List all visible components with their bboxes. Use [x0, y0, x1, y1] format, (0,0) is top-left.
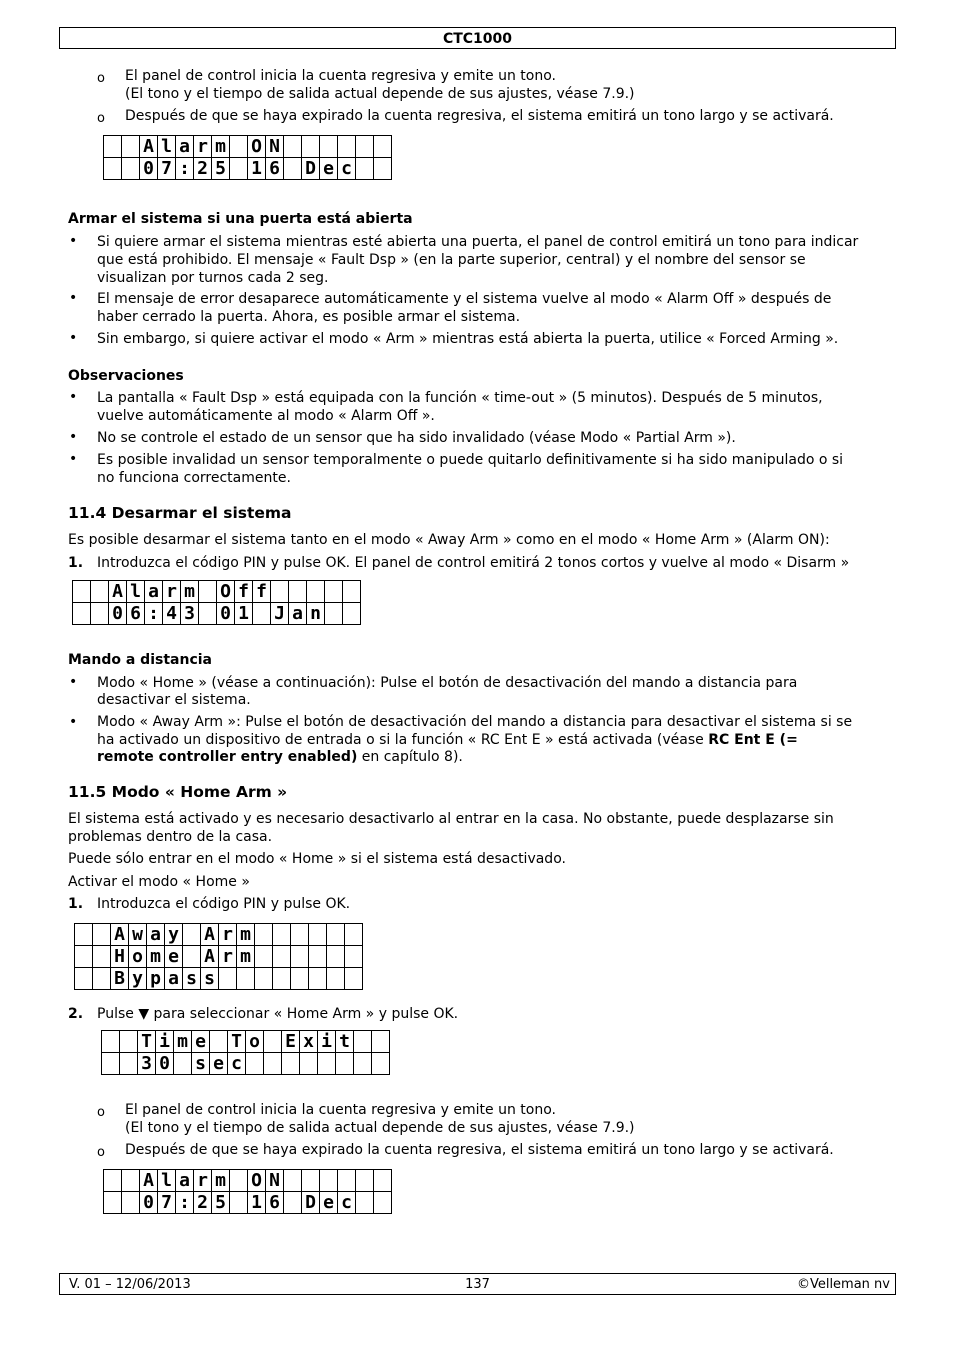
- home-para-2: Puede sólo entrar en el modo « Home » si el sistema está desactivado.: [68, 851, 566, 867]
- lcd-cell: [343, 603, 361, 625]
- lcd-cell: r: [194, 1170, 212, 1192]
- lcd-cell: m: [174, 1031, 192, 1053]
- lcd-cell: D: [302, 158, 320, 180]
- lcd-display-alarm-on: [103, 135, 392, 180]
- lcd-display-alarm-on-2: [103, 1169, 392, 1214]
- obs-bullet-2: No se controle el estado de un sensor que ha sido invalidado (véase Modo « Partial Arm »).: [97, 430, 736, 446]
- lcd-cell: e: [165, 946, 183, 968]
- lcd-cell: 3: [138, 1053, 156, 1075]
- lcd-cell: [102, 1053, 120, 1075]
- lcd-row: [75, 968, 363, 990]
- lcd-cell: [374, 136, 392, 158]
- obs-bullet-3a: Es posible invalidad un sensor temporalmente o puede quitarlo definitivamente si ha sido manipulado o si: [97, 452, 844, 468]
- lcd-cell: [210, 1031, 228, 1053]
- lcd-cell: a: [176, 136, 194, 158]
- section-title-11-5: 11.5 Modo « Home Arm »: [68, 783, 288, 801]
- lcd-cell: [284, 1170, 302, 1192]
- lcd-row: [104, 158, 392, 180]
- lcd-cell: [354, 1053, 372, 1075]
- lcd-display-exit: [101, 1030, 390, 1075]
- lcd-cell: 5: [212, 158, 230, 180]
- lcd-cell: m: [147, 946, 165, 968]
- lcd-cell: [91, 603, 109, 625]
- section-heading-obs: Observaciones: [68, 368, 184, 384]
- lcd-cell: [104, 136, 122, 158]
- lcd-display-alarm-off: [72, 580, 361, 625]
- lcd-cell: 0: [109, 603, 127, 625]
- lcd-row: [73, 603, 361, 625]
- lcd-cell: [372, 1031, 390, 1053]
- lcd-cell: [122, 1192, 140, 1214]
- lcd-cell: [230, 1192, 248, 1214]
- lcd-row: [102, 1031, 390, 1053]
- lcd-cell: [372, 1053, 390, 1075]
- lcd-cell: 0: [217, 603, 235, 625]
- lcd-cell: [356, 158, 374, 180]
- obs-bullet-3b: no funciona correctamente.: [97, 470, 291, 486]
- lcd-cell: 1: [248, 1192, 266, 1214]
- lcd-cell: [73, 603, 91, 625]
- lcd-cell: [237, 968, 255, 990]
- bullet-icon: •: [69, 429, 78, 445]
- lcd-cell: a: [145, 581, 163, 603]
- doc-title: CTC1000: [442, 31, 513, 47]
- door-bullet-1b: que está prohibido. El mensaje « Fault Dsp » (en la parte superior, central) y el nombre del sensor se: [97, 252, 806, 268]
- lcd-cell: [284, 158, 302, 180]
- lcd-cell: J: [271, 603, 289, 625]
- lcd-cell: a: [176, 1170, 194, 1192]
- lcd-cell: i: [318, 1031, 336, 1053]
- lcd-cell: m: [237, 946, 255, 968]
- lcd-row: [75, 946, 363, 968]
- lcd-cell: 6: [127, 603, 145, 625]
- lcd-cell: 7: [158, 1192, 176, 1214]
- lcd-cell: [102, 1031, 120, 1053]
- remote-bullet-2a: Modo « Away Arm »: Pulse el botón de desactivación del mando a distancia para desactivar el sistema si se: [97, 714, 853, 730]
- remote-bullet-2b: [97, 732, 798, 750]
- lcd-cell: s: [192, 1053, 210, 1075]
- countdown-text: El panel de control inicia la cuenta regresiva y emite un tono.: [125, 68, 556, 84]
- lcd-cell: N: [266, 1170, 284, 1192]
- lcd-cell: [264, 1053, 282, 1075]
- lcd-cell: a: [147, 924, 165, 946]
- lcd-cell: [300, 1053, 318, 1075]
- lcd-cell: [284, 136, 302, 158]
- lcd-cell: [104, 158, 122, 180]
- lcd-cell: [199, 603, 217, 625]
- lcd-cell: [73, 581, 91, 603]
- lcd-cell: [309, 968, 327, 990]
- lcd-cell: [75, 924, 93, 946]
- lcd-cell: T: [138, 1031, 156, 1053]
- footer-version: V. 01 – 12/06/2013: [69, 1277, 191, 1292]
- lcd-cell: m: [212, 136, 230, 158]
- lcd-cell: :: [145, 603, 163, 625]
- lcd-cell: [345, 924, 363, 946]
- lcd-cell: r: [163, 581, 181, 603]
- lcd-cell: N: [266, 136, 284, 158]
- countdown-text-2: El panel de control inicia la cuenta regresiva y emite un tono.: [125, 1102, 556, 1118]
- lcd-cell: [309, 946, 327, 968]
- step-number: 2.: [68, 1006, 84, 1022]
- lcd-cell: 7: [158, 158, 176, 180]
- circle-bullet-icon: o: [97, 1105, 105, 1120]
- lcd-cell: y: [129, 968, 147, 990]
- lcd-cell: [75, 946, 93, 968]
- lcd-cell: [343, 581, 361, 603]
- lcd-display-menu: [74, 923, 363, 990]
- lcd-cell: A: [109, 581, 127, 603]
- lcd-cell: [230, 136, 248, 158]
- lcd-cell: x: [300, 1031, 318, 1053]
- bullet-icon: •: [69, 233, 78, 249]
- lcd-cell: 0: [140, 1192, 158, 1214]
- step-number: 1.: [68, 555, 84, 571]
- lcd-cell: [219, 968, 237, 990]
- bullet-icon: •: [69, 330, 78, 346]
- lcd-cell: s: [201, 968, 219, 990]
- lcd-cell: [345, 968, 363, 990]
- home-para-1a: El sistema está activado y es necesario desactivarlo al entrar en la casa. No obstante, puede desplazarse sin: [68, 811, 834, 827]
- step-number: 1.: [68, 896, 84, 912]
- lcd-cell: s: [183, 968, 201, 990]
- lcd-cell: [291, 946, 309, 968]
- lcd-cell: [338, 1170, 356, 1192]
- remote-bullet-1a: Modo « Home » (véase a continuación): Pulse el botón de desactivación del mando a distancia para: [97, 675, 798, 691]
- lcd-cell: O: [248, 136, 266, 158]
- lcd-cell: [93, 968, 111, 990]
- lcd-cell: T: [228, 1031, 246, 1053]
- home-para-1b: problemas dentro de la casa.: [68, 829, 273, 845]
- lcd-cell: [120, 1053, 138, 1075]
- door-bullet-1a: Si quiere armar el sistema mientras esté abierta una puerta, el panel de control emitirá un tono para indicar: [97, 234, 859, 250]
- lcd-cell: [199, 581, 217, 603]
- lcd-cell: 0: [156, 1053, 174, 1075]
- lcd-cell: H: [111, 946, 129, 968]
- lcd-cell: [320, 1170, 338, 1192]
- lcd-cell: c: [338, 158, 356, 180]
- disarm-intro: Es posible desarmar el sistema tanto en el modo « Away Arm » como en el modo « Home Arm » (Alarm ON):: [68, 532, 830, 548]
- lcd-cell: a: [289, 603, 307, 625]
- lcd-cell: [374, 158, 392, 180]
- lcd-cell: [284, 1192, 302, 1214]
- lcd-cell: [122, 1170, 140, 1192]
- lcd-cell: :: [176, 158, 194, 180]
- section-heading-remote: Mando a distancia: [68, 652, 212, 668]
- lcd-cell: [93, 946, 111, 968]
- lcd-cell: [356, 1192, 374, 1214]
- lcd-cell: c: [228, 1053, 246, 1075]
- lcd-cell: O: [217, 581, 235, 603]
- lcd-row: [75, 924, 363, 946]
- lcd-cell: m: [181, 581, 199, 603]
- lcd-cell: e: [210, 1053, 228, 1075]
- lcd-cell: A: [140, 136, 158, 158]
- home-para-3: Activar el modo « Home »: [68, 874, 250, 890]
- lcd-cell: [255, 924, 273, 946]
- lcd-cell: r: [194, 136, 212, 158]
- lcd-cell: [338, 136, 356, 158]
- lcd-cell: [183, 924, 201, 946]
- circle-bullet-icon: o: [97, 1145, 105, 1160]
- lcd-cell: [120, 1031, 138, 1053]
- lcd-cell: [320, 136, 338, 158]
- lcd-row: [104, 1192, 392, 1214]
- lcd-cell: [273, 968, 291, 990]
- lcd-cell: [325, 603, 343, 625]
- page-footer: [59, 1273, 896, 1295]
- lcd-cell: [327, 946, 345, 968]
- lcd-cell: t: [336, 1031, 354, 1053]
- bullet-icon: •: [69, 674, 78, 690]
- lcd-cell: [289, 581, 307, 603]
- lcd-cell: l: [158, 1170, 176, 1192]
- remote-bullet-2b-text: ha activado un dispositivo de entrada o si la función « RC Ent E » está activada (véase: [97, 732, 709, 748]
- lcd-cell: 2: [194, 1192, 212, 1214]
- lcd-cell: [291, 924, 309, 946]
- lcd-cell: e: [192, 1031, 210, 1053]
- bullet-icon: •: [69, 451, 78, 467]
- obs-bullet-1a: La pantalla « Fault Dsp » está equipada con la función « time-out » (5 minutos). Después de 5 minutos,: [97, 390, 823, 406]
- lcd-cell: [230, 158, 248, 180]
- section-title-11-4: 11.4 Desarmar el sistema: [68, 504, 292, 522]
- lcd-cell: A: [111, 924, 129, 946]
- lcd-row: [73, 581, 361, 603]
- lcd-cell: [93, 924, 111, 946]
- lcd-cell: 0: [140, 158, 158, 180]
- lcd-cell: A: [201, 946, 219, 968]
- lcd-cell: [354, 1031, 372, 1053]
- disarm-step: Introduzca el código PIN y pulse OK. El panel de control emitirá 2 tonos cortos y vuelve al modo « Disarm »: [97, 555, 850, 571]
- lcd-cell: m: [237, 924, 255, 946]
- lcd-cell: A: [140, 1170, 158, 1192]
- lcd-cell: [282, 1053, 300, 1075]
- lcd-cell: 4: [163, 603, 181, 625]
- lcd-cell: r: [219, 946, 237, 968]
- lcd-cell: [327, 968, 345, 990]
- lcd-cell: [318, 1053, 336, 1075]
- armed-text-2: Después de que se haya expirado la cuenta regresiva, el sistema emitirá un tono largo y se activará.: [125, 1142, 834, 1158]
- lcd-cell: 6: [266, 158, 284, 180]
- lcd-cell: [230, 1170, 248, 1192]
- lcd-cell: E: [282, 1031, 300, 1053]
- footer-copyright: ©Velleman nv: [796, 1277, 890, 1292]
- lcd-cell: [122, 136, 140, 158]
- lcd-row: [104, 136, 392, 158]
- circle-bullet-icon: o: [97, 71, 105, 86]
- lcd-cell: [307, 581, 325, 603]
- remote-bullet-2c: [97, 749, 463, 767]
- remote-bullet-2c-text: en capítulo 8).: [357, 749, 463, 765]
- remote-bullet-2b-bold: RC Ent E (=: [708, 732, 798, 748]
- lcd-cell: n: [307, 603, 325, 625]
- bullet-icon: •: [69, 290, 78, 306]
- lcd-cell: e: [320, 158, 338, 180]
- lcd-cell: [246, 1053, 264, 1075]
- lcd-cell: 3: [181, 603, 199, 625]
- armed-text: Después de que se haya expirado la cuenta regresiva, el sistema emitirá un tono largo y se activará.: [125, 108, 834, 124]
- lcd-cell: 5: [212, 1192, 230, 1214]
- lcd-cell: l: [127, 581, 145, 603]
- bullet-icon: •: [69, 714, 78, 730]
- lcd-cell: :: [176, 1192, 194, 1214]
- lcd-cell: A: [201, 924, 219, 946]
- lcd-cell: [264, 1031, 282, 1053]
- lcd-cell: 6: [266, 1192, 284, 1214]
- lcd-cell: 2: [194, 158, 212, 180]
- lcd-cell: [271, 581, 289, 603]
- lcd-cell: r: [219, 924, 237, 946]
- lcd-cell: 1: [235, 603, 253, 625]
- lcd-cell: [291, 968, 309, 990]
- door-bullet-2b: haber cerrado la puerta. Ahora, es posible armar el sistema.: [97, 309, 521, 325]
- lcd-cell: D: [302, 1192, 320, 1214]
- lcd-cell: [336, 1053, 354, 1075]
- lcd-cell: o: [129, 946, 147, 968]
- home-step-1: Introduzca el código PIN y pulse OK.: [97, 896, 351, 912]
- lcd-cell: o: [246, 1031, 264, 1053]
- home-step-2: Pulse ▼ para seleccionar « Home Arm » y pulse OK.: [97, 1006, 459, 1022]
- lcd-cell: [104, 1192, 122, 1214]
- lcd-cell: [325, 581, 343, 603]
- obs-bullet-1b: vuelve automáticamente al modo « Alarm Off ».: [97, 408, 435, 424]
- door-bullet-1c: visualizan por turnos cada 2 seg.: [97, 270, 329, 286]
- lcd-cell: [374, 1170, 392, 1192]
- lcd-cell: [122, 158, 140, 180]
- lcd-row: [104, 1170, 392, 1192]
- lcd-cell: m: [212, 1170, 230, 1192]
- door-bullet-2a: El mensaje de error desaparece automáticamente y el sistema vuelve al modo « Alarm Off » después de: [97, 291, 832, 307]
- countdown-note: (El tono y el tiempo de salida actual depende de sus ajustes, véase 7.9.): [125, 86, 635, 102]
- circle-bullet-icon: o: [97, 111, 105, 126]
- lcd-cell: [255, 946, 273, 968]
- lcd-cell: c: [338, 1192, 356, 1214]
- lcd-cell: B: [111, 968, 129, 990]
- bullet-icon: •: [69, 389, 78, 405]
- lcd-cell: [356, 1170, 374, 1192]
- lcd-row: [102, 1053, 390, 1075]
- lcd-cell: f: [253, 581, 271, 603]
- lcd-cell: [183, 946, 201, 968]
- lcd-cell: i: [156, 1031, 174, 1053]
- lcd-cell: [174, 1053, 192, 1075]
- lcd-cell: [356, 136, 374, 158]
- door-bullet-3: Sin embargo, si quiere activar el modo « Arm » mientras está abierta la puerta, utilice « Forced Arming ».: [97, 331, 839, 347]
- lcd-cell: [302, 136, 320, 158]
- lcd-cell: [302, 1170, 320, 1192]
- lcd-cell: [345, 946, 363, 968]
- section-heading-door: Armar el sistema si una puerta está abierta: [68, 211, 413, 227]
- countdown-note-2: (El tono y el tiempo de salida actual depende de sus ajustes, véase 7.9.): [125, 1120, 635, 1136]
- lcd-cell: [273, 924, 291, 946]
- lcd-cell: [91, 581, 109, 603]
- lcd-cell: 1: [248, 158, 266, 180]
- lcd-cell: [309, 924, 327, 946]
- lcd-cell: [253, 603, 271, 625]
- lcd-cell: [104, 1170, 122, 1192]
- lcd-cell: [75, 968, 93, 990]
- lcd-cell: [374, 1192, 392, 1214]
- lcd-cell: a: [165, 968, 183, 990]
- lcd-cell: [273, 946, 291, 968]
- lcd-cell: l: [158, 136, 176, 158]
- lcd-cell: p: [147, 968, 165, 990]
- page-number: 137: [465, 1277, 490, 1292]
- lcd-cell: w: [129, 924, 147, 946]
- lcd-cell: O: [248, 1170, 266, 1192]
- lcd-cell: y: [165, 924, 183, 946]
- page-header: [59, 27, 896, 49]
- lcd-cell: [255, 968, 273, 990]
- remote-bullet-1b: desactivar el sistema.: [97, 692, 251, 708]
- lcd-cell: [327, 924, 345, 946]
- lcd-cell: e: [320, 1192, 338, 1214]
- lcd-cell: f: [235, 581, 253, 603]
- remote-bullet-2c-bold: remote controller entry enabled): [97, 749, 358, 765]
